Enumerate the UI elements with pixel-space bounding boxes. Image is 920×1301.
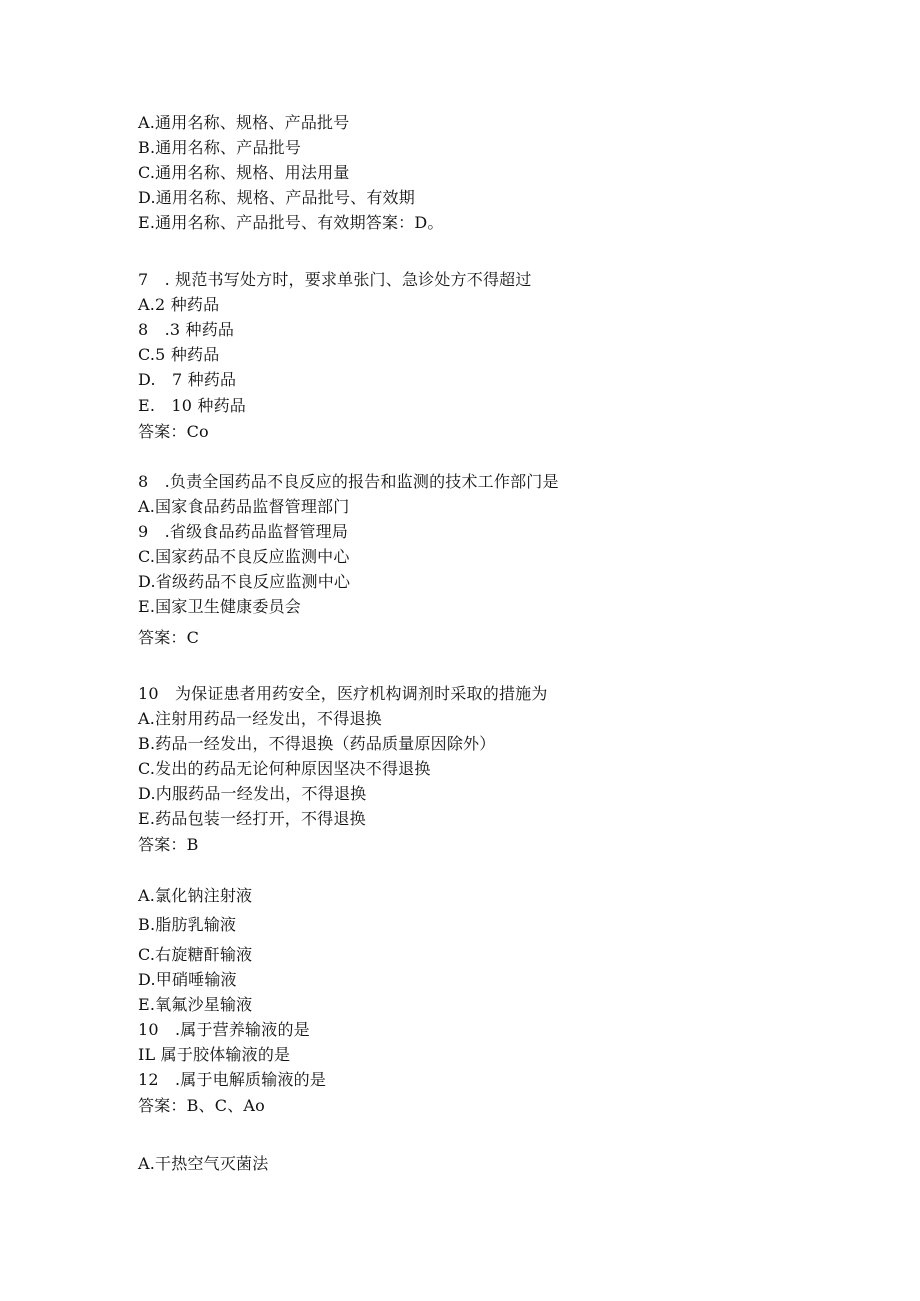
q6-option-a: A.通用名称、规格、产品批号 <box>138 113 350 132</box>
q6-option-e-answer: E.通用名称、产品批号、有效期答案：D。 <box>138 213 444 232</box>
q10-option-e: E.药品包装一经打开，不得退换 <box>138 809 366 828</box>
next-option-a: A.干热空气灭菌法 <box>138 1154 269 1173</box>
q10-option-a: A.注射用药品一经发出，不得退换 <box>138 709 382 728</box>
q8-option-d: D.省级药品不良反应监测中心 <box>138 572 351 591</box>
q8-option-e: E.国家卫生健康委员会 <box>138 597 301 616</box>
group-option-d: D.甲硝唾输液 <box>138 970 237 989</box>
q8-option-b: 9 .省级食品药品监督管理局 <box>138 522 349 541</box>
q7-option-d: D. 7 种药品 <box>138 370 237 389</box>
q7-option-a: A.2 种药品 <box>138 295 220 314</box>
q7-question: 7 . 规范书写处方时，要求单张门、急诊处方不得超过 <box>138 270 532 289</box>
group-question-12: 12 .属于电解质输液的是 <box>138 1070 327 1089</box>
q6-option-c: C.通用名称、规格、用法用量 <box>138 163 350 182</box>
q10-option-d: D.内服药品一经发出，不得退换 <box>138 784 367 803</box>
q8-question: 8 .负责全国药品不良反应的报告和监测的技术工作部门是 <box>138 472 559 491</box>
q6-option-d: D.通用名称、规格、产品批号、有效期 <box>138 188 415 207</box>
q7-answer: 答案：Co <box>138 422 209 441</box>
group-option-b: B.脂肪乳输液 <box>138 915 237 934</box>
group-question-10: 10 .属于营养输液的是 <box>138 1020 310 1039</box>
q6-option-b: B.通用名称、产品批号 <box>138 138 302 157</box>
q7-option-b: 8 .3 种药品 <box>138 320 235 339</box>
q8-option-a: A.国家食品药品监督管理部门 <box>138 497 350 516</box>
q10-question: 10 为保证患者用药安全，医疗机构调剂时采取的措施为 <box>138 684 548 703</box>
group-option-a: A.氯化钠注射液 <box>138 886 253 905</box>
q7-option-c: C.5 种药品 <box>138 345 220 364</box>
q10-option-b: B.药品一经发出，不得退换（药品质量原因除外） <box>138 734 496 753</box>
q7-option-e: E. 10 种药品 <box>138 396 247 415</box>
group-answer: 答案：B、C、Ao <box>138 1096 265 1115</box>
group-option-c: C.右旋糖酐输液 <box>138 945 253 964</box>
q10-option-c: C.发出的药品无论何种原因坚决不得退换 <box>138 759 431 778</box>
group-option-e: E.氧氟沙星输液 <box>138 995 253 1014</box>
q8-option-c: C.国家药品不良反应监测中心 <box>138 547 350 566</box>
q8-answer: 答案：C <box>138 628 200 647</box>
q10-answer: 答案：B <box>138 835 199 854</box>
group-question-11: IL 属于胶体输液的是 <box>138 1045 291 1064</box>
